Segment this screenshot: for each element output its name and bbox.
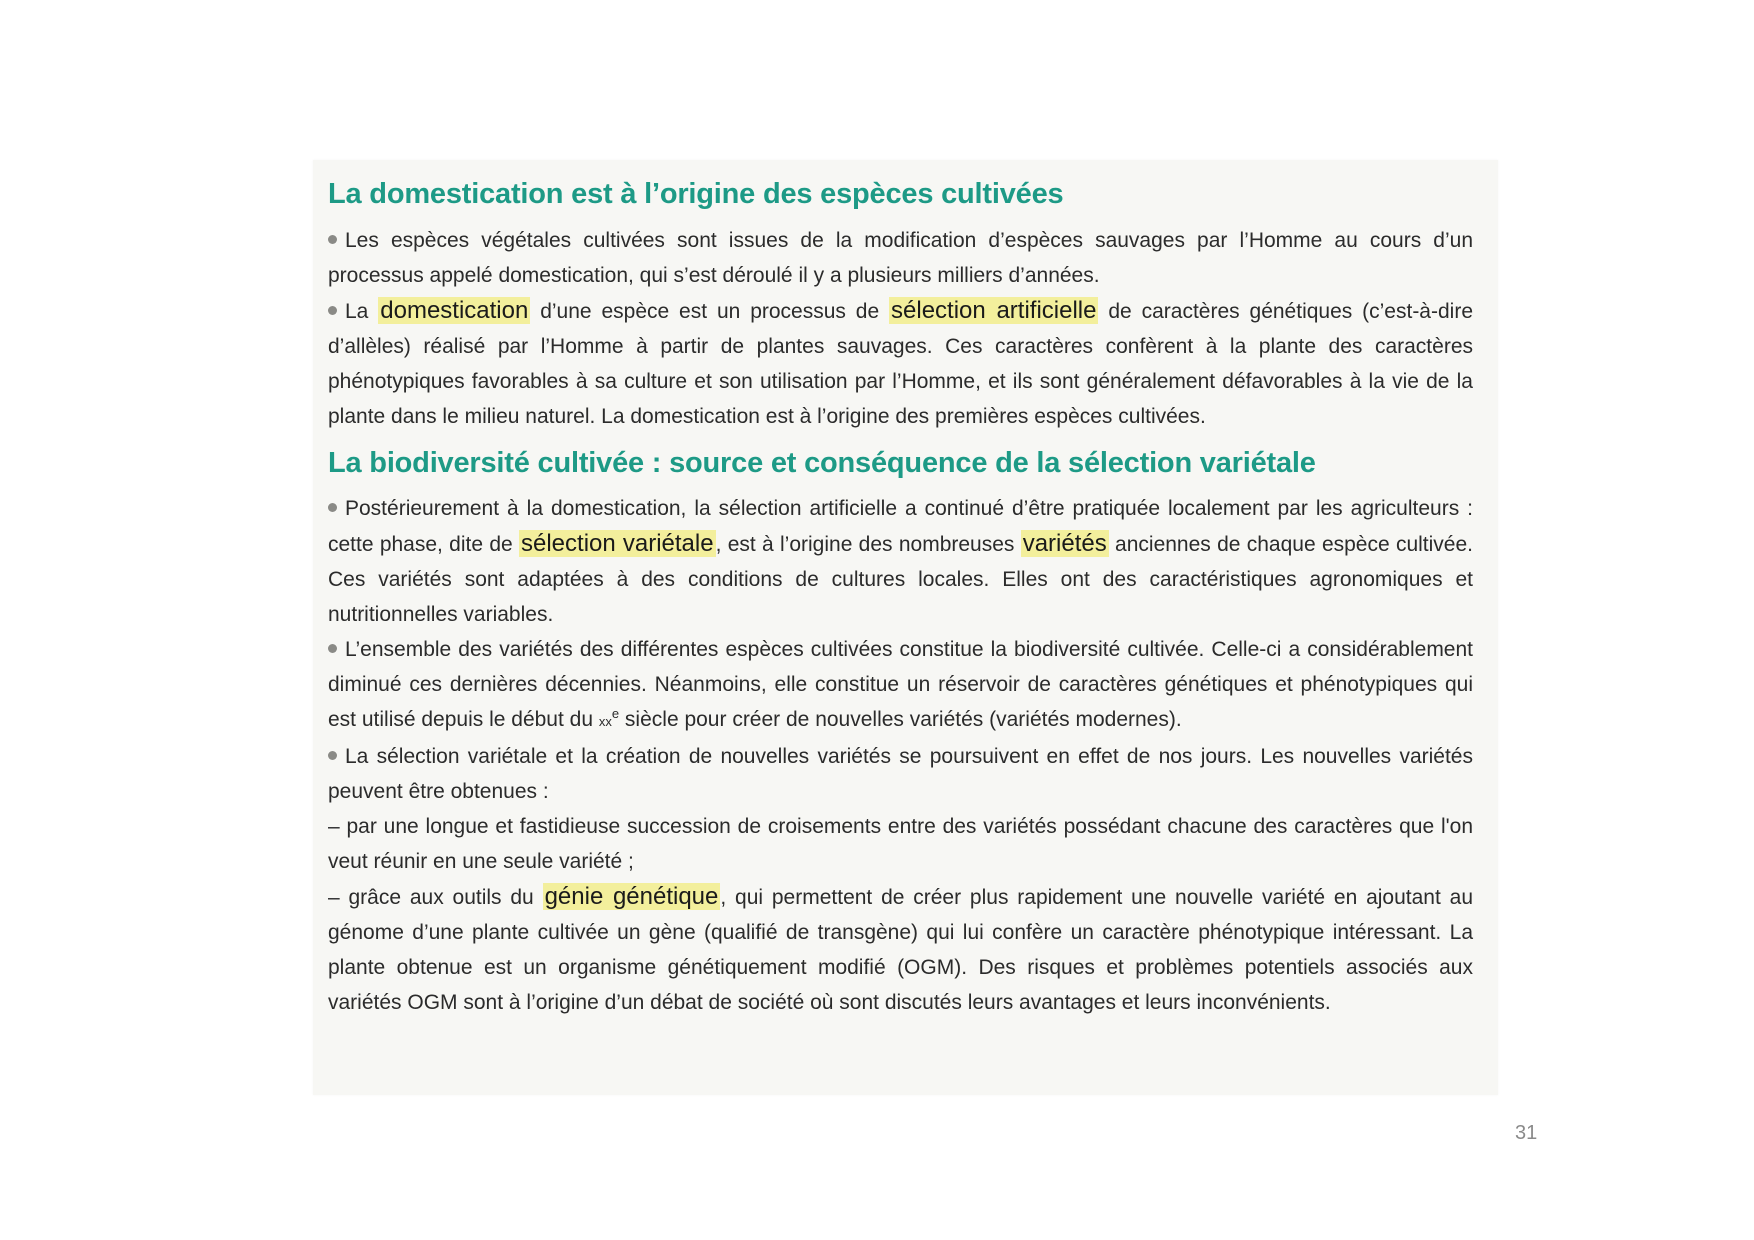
- keyword-highlight: variétés: [1022, 530, 1107, 557]
- list-item: – grâce aux outils du génie génétique, qui permettent de créer plus rapidement une nouvelle variété en ajoutant au génome d’une plante cultivée un gène (qualifié de transgène) qui lui confère un caractère phénotypique intéressant. La plante obtenue est un organisme génétiquement modifié (OGM). Des risques et problèmes potentiels associés aux variétés OGM sont à l’origine d’un débat de société où sont discutés leurs avantages et leurs inconvénients.: [328, 883, 1473, 1014]
- bullet-icon: [328, 644, 337, 653]
- paragraph: Les espèces végétales cultivées sont issues de la modification d’espèces sauvages par l’Homme au cours d’un processus appelé domestication, qui s’est déroulé il y a plusieurs milliers d’années.: [328, 229, 1473, 287]
- section-body-domestication: [328, 223, 1473, 434]
- bullet-icon: [328, 751, 337, 760]
- page-number: 31: [1515, 1122, 1538, 1144]
- list-item: – par une longue et fastidieuse succession de croisements entre des variétés possédant chacune des caractères que l'on veut réunir en une seule variété ;: [328, 815, 1473, 873]
- keyword-highlight: sélection variétale: [521, 530, 714, 557]
- section-heading-domestication: La domestication est à l’origine des espèces cultivées: [328, 178, 1064, 210]
- section-body-biodiversity: [328, 491, 1473, 1020]
- keyword-highlight: sélection artificielle: [891, 297, 1097, 324]
- keyword-highlight: génie génétique: [544, 883, 719, 910]
- section-heading-biodiversity: La biodiversité cultivée : source et conséquence de la sélection variétale: [328, 447, 1316, 479]
- paragraph: L’ensemble des variétés des différentes espèces cultivées constitue la biodiversité cultivée. Celle-ci a considérablement diminué ces dernières décennies. Néanmoins, elle constitue un réservoir de caractères génétiques et phénotypiques qui est utilisé depuis le début du $xx^e$ siècle pour créer de nouvelles variétés (variétés modernes).: [328, 638, 1473, 731]
- paragraph: Postérieurement à la domestication, la sélection artificielle a continué d’être pratiquée localement par les agriculteurs : cette phase, dite de sélection variétale, est à l’origine des nombreuses variétés anciennes de chaque espèce cultivée. Ces variétés sont adaptées à des conditions de cultures locales. Elles ont des caractéristiques agronomiques et nutritionnelles variables.: [328, 497, 1474, 626]
- paragraph: La sélection variétale et la création de nouvelles variétés se poursuivent en effet de nos jours. Les nouvelles variétés peuvent être obtenues :: [328, 745, 1473, 803]
- keyword-highlight: domestication: [380, 297, 529, 324]
- bullet-icon: [328, 235, 337, 244]
- paragraph: La domestication d’une espèce est un processus de sélection artificielle de caractères génétiques (c’est-à-dire d’allèles) réalisé par l’Homme à partir de plantes sauvages. Ces caractères confèrent à la plante des caractères phénotypiques favorables à sa culture et son utilisation par l’Homme, et ils sont généralement défavorables à la vie de la plante dans le milieu naturel. La domestication est à l’origine des premières espèces cultivées.: [328, 297, 1474, 428]
- document-content: [328, 175, 1473, 1020]
- bullet-icon: [328, 306, 337, 315]
- bullet-icon: [328, 503, 337, 512]
